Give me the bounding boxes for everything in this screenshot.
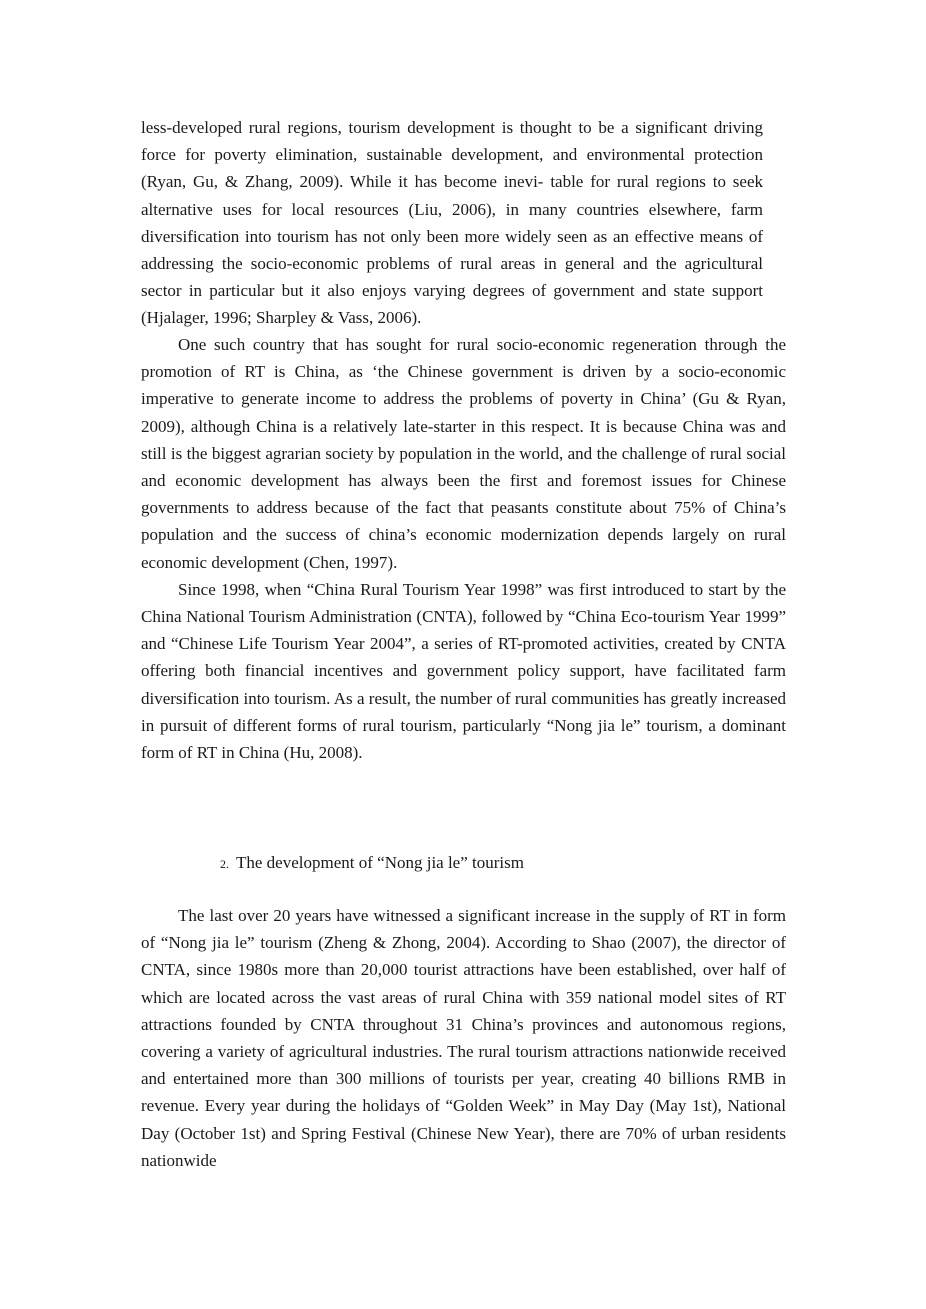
paragraph-2: One such country that has sought for rural socio-economic regeneration through the promotion of RT is China, as ‘the Chinese government is driven by a socio-economic imperative to generate income to address the problems of poverty in China’ (Gu & Ryan, 2009), although China is a relatively late-starter in this respect. It is because China was and still is the biggest agrarian society by population in the world, and the challenge of rural social and economic development has always been the first and foremost issues for Chinese governments to address because of the fact that peasants constitute about 75% of China’s population and the success of china’s economic modernization depends largely on rural economic development (Chen, 1997).: [141, 335, 786, 572]
section-heading: [220, 849, 524, 878]
text-block-china: [141, 331, 786, 766]
section-title: The development of “Nong jia le” tourism: [236, 853, 524, 872]
paragraph-4: The last over 20 years have witnessed a significant increase in the supply of RT in form of “Nong jia le” tourism (Zheng & Zhong, 2004). According to Shao (2007), the director of CNTA, since 1980s more than 20,000 tourist attractions have been established, over half of which are located across the vast areas of rural China with 359 national model sites of RT attractions founded by CNTA throughout 31 China’s provinces and autonomous regions, covering a variety of agricultural industries. The rural tourism attractions nationwide received and entertained more than 300 millions of tourists per year, creating 40 billions RMB in revenue. Every year during the holidays of “Golden Week” in May Day (May 1st), National Day (October 1st) and Spring Festival (Chinese New Year), there are 70% of urban residents nationwide: [141, 906, 786, 1170]
section-number: 2.: [220, 857, 229, 871]
text-block-intro: [141, 114, 763, 332]
text-block-nong-jia-le: [141, 902, 786, 1174]
paragraph-1: less-developed rural regions, tourism development is thought to be a significant driving force for poverty elimination, sustainable development, and environmental protection (Ryan, Gu, & Zhang, 2009). While it has become inevi- table for rural regions to seek alternative uses for local resources (Liu, 2006), in many countries elsewhere, farm diversification into tourism has not only been more widely seen as an effective means of addressing the socio-economic problems of rural areas in general and the agricultural sector in particular but it also enjoys varying degrees of government and state support (Hjalager, 1996; Sharpley & Vass, 2006).: [141, 118, 763, 328]
paragraph-3: Since 1998, when “China Rural Tourism Year 1998” was first introduced to start by the China National Tourism Administration (CNTA), followed by “China Eco-tourism Year 1999” and “Chinese Life Tourism Year 2004”, a series of RT-promoted activities, created by CNTA offering both financial incentives and government policy support, have facilitated farm diversification into tourism. As a result, the number of rural communities has greatly increased in pursuit of different forms of rural tourism, particularly “Nong jia le” tourism, a dominant form of RT in China (Hu, 2008).: [141, 579, 786, 763]
